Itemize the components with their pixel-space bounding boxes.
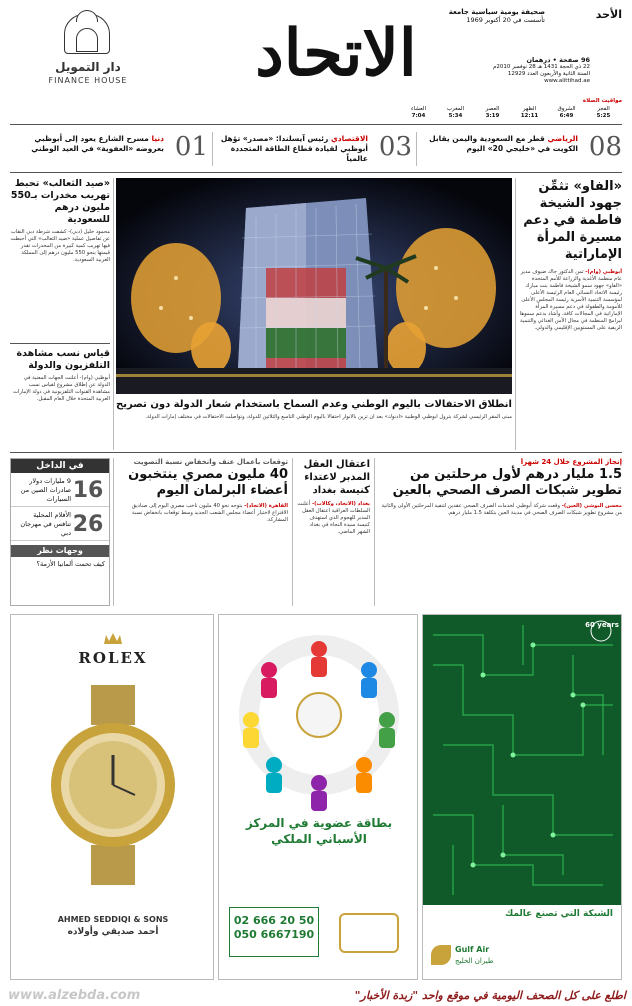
inside-page-number: 26	[72, 511, 104, 537]
photo-caption: مبنى المقر الرئيسي لشركة بترول أبوظبي الوطنية «أدنوك» بعد أن تزين بالأنوار احتفالاً باليوم الوطني التاسع والثلاثين للدولة، وتواصلت الاحتفالات في مختلف إمارات الدولة.	[145, 414, 512, 420]
story-dateline: محسن البوشي (العين)-	[561, 503, 622, 509]
gulf-ad-footer	[423, 905, 621, 980]
story-egypt	[116, 458, 288, 606]
prayer-time	[548, 106, 585, 120]
prayer-time	[511, 106, 548, 120]
lead-headline[interactable]: «الفاو» تثمِّن جهود الشيخة فاطمة في دعم مسيرة المرأة الإماراتية	[523, 179, 622, 262]
prayer-time	[585, 106, 622, 120]
founded: تأسست في 20 أكتوبر 1969	[466, 16, 545, 24]
prayer-name: الفجر	[597, 106, 610, 112]
day-name: الأحد	[595, 8, 622, 21]
prayer-time	[400, 106, 437, 120]
column-separator	[292, 458, 293, 606]
column-separator	[113, 458, 114, 606]
gulf-brand-ar: طيران الخليج	[455, 957, 494, 965]
gulf-badge: 60 years	[585, 621, 619, 629]
royal-phone-box	[229, 907, 319, 957]
rolex-dealer-en: AHMED SEDDIQI & SONS	[57, 915, 169, 924]
gulf-falcon-icon	[431, 945, 451, 965]
prayer-times-row	[400, 106, 622, 120]
story-body: يتوجه نحو 40 مليون ناخب مصري اليوم إلى صناديق الاقتراع لاختيار أعضاء مجلس الشعب الجديد وسط توقعات بانخفاض نسبة المشاركة.	[131, 503, 288, 523]
left-column	[10, 178, 110, 450]
story-kicker: إنجاز المشروع خلال 24 شهراً	[520, 458, 622, 466]
story-headline[interactable]: 40 مليون مصري ينتخبون أعضاء البرلمان اليوم	[128, 467, 288, 498]
inside-item[interactable]	[11, 507, 109, 541]
rolex-ad[interactable]	[10, 614, 214, 980]
teaser-economy[interactable]	[216, 128, 412, 168]
teaser-separator	[416, 132, 417, 166]
inside-page-number: 16	[72, 477, 104, 503]
teaser-number: 01	[174, 132, 208, 162]
pages-price: 96 صفحة • درهمان	[526, 56, 590, 64]
left-body-2: أبوظبي (وام)- أعلنت الجهات المعنية في الدولة عن إطلاق مشروع لقياس نسب مشاهدة القنوات التلفزيونية في دولة الإمارات العربية المتحدة خلال العام المقبل.	[13, 375, 110, 402]
teaser-section: دنيا	[151, 134, 164, 143]
footer-banner-text[interactable]: اطلع على كل الصحف اليومية في موقع واحد "زبدة الأخبار"	[354, 989, 626, 1002]
circuit-board-graphic	[423, 615, 622, 905]
rolex-brand: ROLEX	[78, 649, 148, 667]
royal-phone-2[interactable]: 050 6667190	[233, 928, 315, 941]
prayer-name: الظهر	[522, 106, 537, 112]
inside-item-text: 9 مليارات دولار صادرات الصين من السيارات	[20, 477, 71, 503]
story-baghdad	[296, 458, 370, 606]
teaser-section: الرياضي	[547, 134, 578, 143]
teaser-section: الاقتصادي	[330, 134, 368, 143]
view-text[interactable]: كيف تحمت ألمانيا الأزمة؟	[36, 560, 105, 568]
masthead-tagline-block	[430, 8, 545, 24]
teaser-text: رئيس آيسلندا: «مصدر» تؤهل أبوظبي لقيادة قطاع الطاقة المتجددة عالمياً	[220, 134, 368, 163]
left-body-1: محمود خليل (دبي)- كشفت شرطة دبي النقاب عن تفاصيل عملية «صيد الثعالب» التي أحبطت فيها تهريب كمية كبيرة من المخدرات تقدر قيمتها بنحو 550 مليون درهم إلى المملكة العربية السعودية.	[10, 229, 110, 263]
royal-logo-icon	[339, 913, 399, 953]
story-kicker: توقعات بأعمال عنف وانخفاض نسبة التصويت	[133, 458, 288, 466]
photo-headline[interactable]: انطلاق الاحتفالات باليوم الوطني وعدم السماح باستخدام شعار الدولة دون تصريح	[116, 399, 512, 410]
watermark[interactable]: www.alzebda.com	[8, 988, 141, 1003]
inside-box	[10, 458, 110, 606]
prayer-clock: 3:19	[485, 113, 500, 119]
gulf-air-ad[interactable]	[422, 614, 622, 980]
column-separator	[374, 458, 375, 606]
prayer-name: الشروق	[557, 106, 576, 112]
date-line: 22 ذي الحجة 1431 هـ 28 نوفمبر 2010م	[492, 64, 590, 70]
website[interactable]: www.alittihad.ae	[544, 78, 590, 84]
left-headline-2[interactable]: قياس نسب مشاهدة التلفزيون والدولة	[16, 348, 110, 371]
prayer-name: العشاء	[410, 106, 427, 112]
lead-body: ثمن الدكتور جاك ضيوف مدير عام منظمة الأغذية والزراعة للأمم المتحدة «الفاو» جهود سمو الشيخة فاطمة بنت مبارك رئيسة الاتحاد النسائي العام الرئيسة الأعلى لمؤسسة التنمية الأسرية رئيسة المجلس الأعلى للأمومة والطفولة في دعم مسيرة المرأة الإماراتية في المجالات كافة، وأشاد بدعم سموها لبرامج المنظمة في مجال الأمن الغذائي والتنمية الريفية على المستويين الإقليمي والدولي.	[519, 269, 622, 331]
tagline: صحيفة يومية سياسية جامعة	[448, 8, 545, 16]
prayer-clock: 7:04	[411, 113, 426, 119]
royal-phone-1[interactable]: 02 666 20 50	[233, 914, 315, 927]
teaser-text: قطر مع السعودية واليمن يقابل الكويت في «خليجي 20» اليوم	[429, 134, 578, 153]
prayer-clock: 5:34	[448, 113, 463, 119]
finance-house-dome-icon	[76, 10, 98, 22]
view-title: وجهات نظر	[11, 545, 109, 557]
night-building-photo	[116, 178, 512, 394]
prayer-time	[437, 106, 474, 120]
prayer-name: المغرب	[446, 106, 465, 112]
prayer-name: العصر	[485, 106, 500, 112]
royal-spanish-center-ad[interactable]	[218, 614, 418, 980]
newspaper-logo: الاتحاد	[255, 16, 417, 91]
story-dateline: بغداد (الاتحاد، وكالات)-	[312, 501, 370, 507]
column-separator	[113, 178, 114, 450]
inside-item[interactable]	[11, 473, 109, 507]
teaser-bar	[10, 128, 622, 170]
inside-item-text: الأفلام المحلية تنافس في مهرجان دبي	[20, 511, 71, 537]
teaser-donia[interactable]	[10, 128, 208, 168]
story-headline[interactable]: اعتقال العقل المدبر لاعتداء كنيسة بغداد	[303, 459, 370, 496]
finance-house-en: FINANCE HOUSE	[48, 76, 128, 85]
story-sewage	[378, 458, 622, 606]
rolex-crown-icon	[103, 631, 123, 645]
prayer-clock: 5:25	[596, 113, 611, 119]
teaser-number: 03	[378, 132, 412, 162]
teaser-text: مسرح الشارع يعود إلى أبوظبي بعروضه «العفوية» في العيد الوطني	[31, 134, 164, 153]
inside-title: في الداخل	[11, 459, 109, 473]
photo-adnoc-building	[116, 178, 512, 394]
prayer-title: مواقيت الصلاة	[582, 98, 622, 104]
lead-dateline: أبوظبي (وام)-	[585, 269, 622, 275]
column-separator	[515, 178, 516, 450]
story-body: أعلنت السلطات العراقية اعتقال العقل المدبر للهجوم الذي استهدف كنيسة سيدة النجاة في بغداد الشهر الماضي.	[297, 501, 370, 535]
finance-house-arch-icon	[76, 28, 98, 52]
finance-house-ad[interactable]	[12, 8, 162, 108]
gulf-slogan: الشبكة التي تصنع عالمك	[504, 909, 613, 919]
section-divider	[10, 452, 622, 453]
people-circle-graphic	[219, 615, 418, 815]
prayer-clock: 6:49	[559, 113, 574, 119]
issue-line: السنة الثانية والأربعون العدد 12929	[507, 71, 590, 77]
teaser-number: 08	[588, 132, 622, 162]
story-body: وقعت شركة أبوظبي لخدمات الصرف الصحي عقدين لتنفيذ المرحلتين الأولى والثانية من مشروع تطوير شبكات الصرف الصحي في مدينة العين بتكلفة 1.5 مليار درهم.	[381, 503, 622, 516]
teaser-separator	[212, 132, 213, 166]
royal-title: بطاقة عضوية في المركز الأسباني الملكي	[245, 816, 393, 846]
teaser-sports[interactable]	[422, 128, 622, 168]
teaser-divider	[10, 172, 622, 173]
lead-story	[518, 178, 622, 450]
rolex-dealer-ar: أحمد صديقي وأولاده	[67, 927, 159, 937]
prayer-clock: 12:11	[520, 113, 539, 119]
masthead	[0, 0, 632, 118]
story-headline[interactable]: 1.5 مليار درهم لأول مرحلتين من تطوير شبكات الصرف الصحي بالعين	[392, 467, 622, 498]
story-dateline: القاهرة (الاتحاد)-	[244, 503, 288, 509]
left-headline-1[interactable]: «صيد الثعالب» تحبط تهريب مخدرات بـ550 مليون درهم للسعودية	[10, 178, 110, 225]
rolex-watch-graphic	[43, 685, 183, 885]
finance-house-ar: دار التمويل	[55, 60, 121, 74]
prayer-time	[474, 106, 511, 120]
gulf-brand: Gulf Air	[455, 945, 490, 954]
masthead-divider	[10, 124, 622, 125]
footer-banner	[0, 985, 632, 1006]
issue-block	[430, 56, 590, 85]
